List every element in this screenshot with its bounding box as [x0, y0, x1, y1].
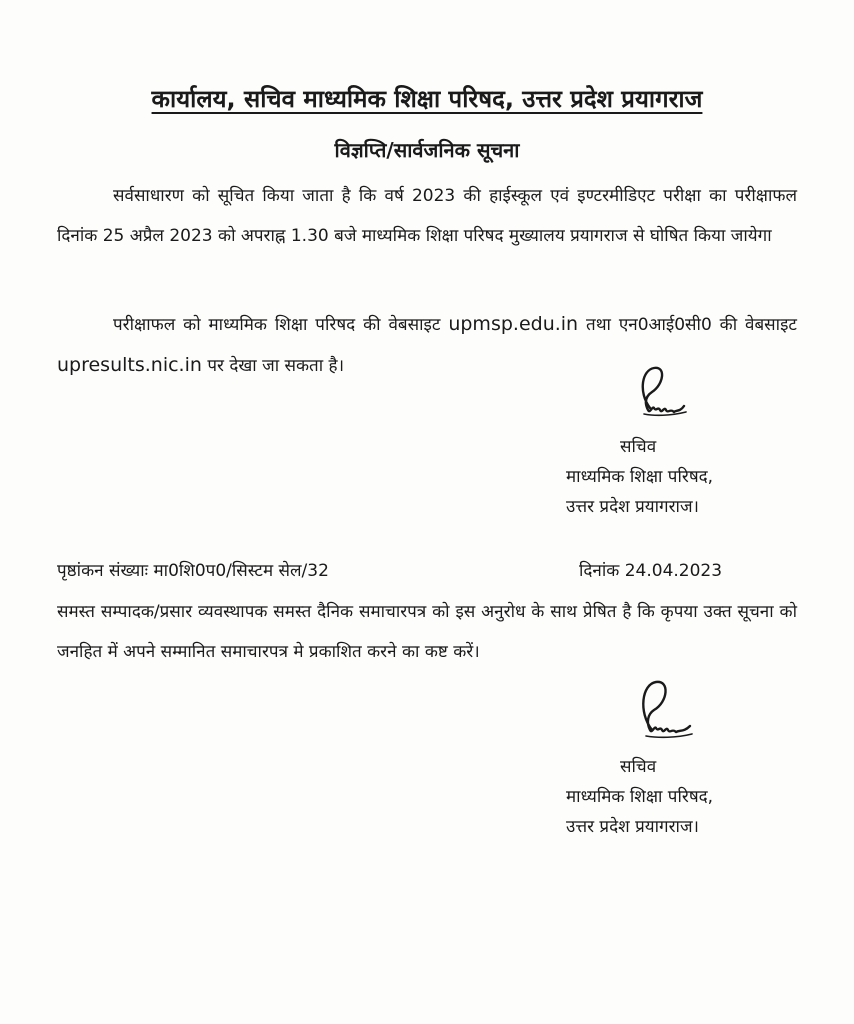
announcement-paragraph [57, 176, 797, 256]
website-text-mid: तथा एन0आई0सी0 की वेबसाइट [586, 315, 797, 335]
signature-image-2 [632, 676, 702, 746]
reference-row [57, 558, 797, 588]
signatory-location: उत्तर प्रदेश प्रयागराज। [566, 497, 700, 517]
website-link-upmsp: upmsp.edu.in [448, 313, 579, 335]
signatory-designation: सचिव [620, 437, 657, 457]
website-text-start: परीक्षाफल को माध्यमिक शिक्षा परिषद की वेबसाइट [113, 315, 441, 335]
signatory-location-2: उत्तर प्रदेश प्रयागराज। [566, 817, 700, 837]
forwarding-paragraph: समस्त सम्पादक/प्रसार व्यवस्थापक समस्त दैनिक समाचारपत्र को इस अनुरोध के साथ प्रेषित है कि कृपया उक्त सूचना को जनहित में अपने सम्मानित समाचारपत्र मे प्रकाशित करने का कष्ट करें। [57, 602, 797, 662]
signatory-office: माध्यमिक शिक्षा परिषद, [566, 467, 714, 487]
reference-number: पृष्ठांकन संख्याः मा0शि0प0/सिस्टम सेल/32 [57, 561, 329, 581]
website-link-upresults: upresults.nic.in [57, 354, 202, 376]
website-text-end: पर देखा जा सकता है। [207, 356, 345, 376]
announcement-text: सर्वसाधारण को सूचित किया जाता है कि वर्ष 2023 की हाईस्कूल एवं इण्टरमीडिएट परीक्षा का परीक्षाफल दिनांक 25 अप्रैल 2023 को अपराह्न 1.30 बजे माध्यमिक शिक्षा परिषद मुख्यालय प्रयागराज से घोषित किया जायेगा [57, 186, 797, 246]
reference-date: दिनांक 24.04.2023 [579, 561, 723, 581]
office-heading: कार्यालय, सचिव माध्यमिक शिक्षा परिषद, उत्तर प्रदेश प्रयागराज [151, 85, 703, 113]
signature-block-1 [566, 432, 713, 522]
signatory-office-2: माध्यमिक शिक्षा परिषद, [566, 787, 714, 807]
signature-image [630, 362, 696, 424]
signature-block-2 [566, 752, 713, 842]
notice-title: विज्ञप्ति/सार्वजनिक सूचना [334, 138, 520, 162]
signatory-designation-2: सचिव [620, 757, 657, 777]
